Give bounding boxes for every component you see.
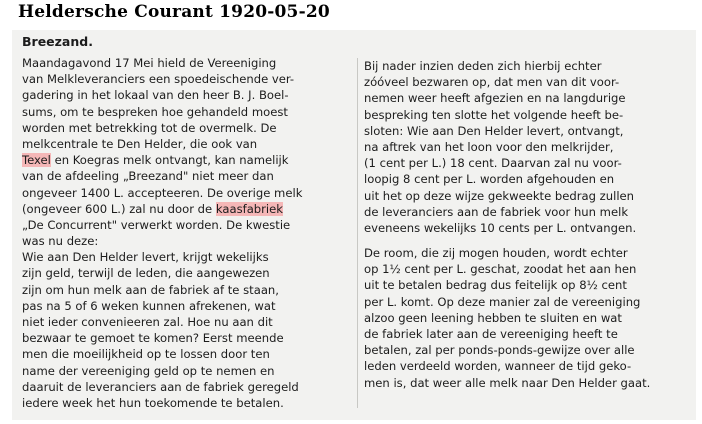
text-fragment: bezwaar te gemoet te komen? Eerst meende — [22, 331, 284, 346]
text-fragment: gadering in het lokaal van den heer B. J. Boel- — [22, 88, 289, 103]
column-divider — [357, 58, 358, 408]
text-line: eveneens wekelijks 10 cents per L. ontvangen. — [364, 220, 637, 235]
text-fragment: men die moeilijkheid op te lossen door ten — [22, 347, 270, 362]
text-fragment: zijn om hun melk aan de fabriek af te staan, — [22, 282, 279, 297]
text-line — [22, 185, 352, 201]
text-fragment: name der vereeniging geld op te nemen en — [22, 363, 275, 378]
text-line: op 1½ cent per L. geschat, zoodat het aan hen — [364, 262, 637, 277]
text-line — [22, 120, 352, 136]
text-line: alzoo geen leening hebben te sluiten en wat — [364, 310, 622, 325]
text-line: nemen weer heeft afgezien en na langdurige — [364, 91, 626, 106]
text-fragment: worden met betrekking tot de overmelk. De — [22, 120, 277, 135]
text-line: bespreking ten slotte het volgende heeft be- — [364, 107, 624, 122]
text-line: zóóveel bezwaren op, dat men van dit voor- — [364, 75, 620, 90]
text-fragment: iedere week het hun toekomende te betalen. — [22, 395, 284, 410]
text-fragment: Wie aan Den Helder levert, krijgt wekelijks — [22, 250, 269, 265]
text-line — [22, 55, 352, 71]
text-fragment: sums, om te bespreken hoe gehandeld moest — [22, 104, 288, 119]
text-line — [22, 233, 352, 249]
text-fragment: van Melkleveranciers een spoedeischende ver- — [22, 72, 295, 87]
text-line: leden verdeeld worden, wanneer de tijd geko- — [364, 359, 632, 374]
text-line — [22, 346, 352, 362]
article-heading: Breezand. — [22, 34, 93, 49]
text-line — [22, 249, 352, 265]
highlighted-term: Texel — [22, 153, 51, 168]
text-line: uit het op deze wijze gekweekte bedrag zullen — [364, 188, 635, 203]
text-line — [22, 201, 352, 217]
highlighted-term: kaasfabriek — [215, 201, 283, 216]
text-line: Bij nader inzien deden zich hierbij echter — [364, 59, 602, 73]
right-column — [364, 58, 694, 391]
text-line — [22, 265, 352, 281]
text-fragment: niet ieder convenieeren zal. Hoe nu aan dit — [22, 315, 273, 329]
text-line — [22, 152, 352, 168]
text-line — [22, 395, 352, 411]
text-fragment: ongeveer 1400 L. accepteeren. De overige melk — [22, 185, 303, 200]
text-fragment: van de afdeeling „Breezand" niet meer dan — [22, 169, 274, 184]
text-fragment: „De Concurrent" verwerkt worden. De kwestie — [22, 217, 291, 232]
newspaper-title: Heldersche Courant 1920-05-20 — [18, 2, 330, 22]
left-column — [22, 34, 352, 411]
text-line — [22, 87, 352, 103]
text-fragment: en Koegras melk ontvangt, kan namelijk — [50, 153, 289, 168]
text-line: men is, dat weer alle melk naar Den Helder gaat. — [364, 375, 651, 390]
text-line — [22, 217, 352, 233]
text-line: De room, die zij mogen houden, wordt echter — [364, 246, 628, 261]
text-line — [22, 71, 352, 87]
text-line — [22, 282, 352, 298]
text-fragment: pas na 5 of 6 weken kunnen afrekenen, wat — [22, 298, 276, 313]
text-line — [22, 136, 352, 152]
text-fragment: was nu deze: — [22, 234, 99, 249]
text-line — [22, 298, 352, 314]
text-line: loopig 8 cent per L. worden afgehouden en — [364, 172, 615, 187]
text-line: uit te betalen bedrag dus feitelijk op 8½ cent — [364, 278, 627, 293]
text-fragment: daaruit de leveranciers aan de fabriek geregeld — [22, 379, 299, 394]
text-fragment: melkcentrale te Den Helder, die ook van — [22, 136, 258, 151]
text-line: per L. komt. Op deze manier zal de vereeniging — [364, 294, 641, 309]
text-fragment: (ongeveer 600 L.) zal nu door de — [22, 201, 216, 216]
text-line: betalen, zal per ponds-ponds-gewijze over alle — [364, 343, 635, 358]
text-fragment: zijn geld, terwijl de leden, die aangewezen — [22, 266, 270, 281]
text-line: (1 cent per L.) 18 cent. Daarvan zal nu voor- — [364, 156, 622, 171]
text-fragment: Maandagavond 17 Mei hield de Vereeniging — [22, 56, 277, 70]
text-line — [22, 168, 352, 184]
text-line: na aftrek van het loon voor den melkrijder, — [364, 139, 614, 154]
newspaper-clipping — [12, 30, 696, 420]
text-line — [22, 379, 352, 395]
text-line: de leveranciers aan de fabriek voor hun melk — [364, 204, 629, 219]
text-line: sloten: Wie aan Den Helder levert, ontvangt, — [364, 123, 624, 138]
text-line — [22, 363, 352, 379]
text-line: de fabriek later aan de vereeniging heeft te — [364, 327, 618, 341]
text-line — [22, 314, 352, 330]
text-line — [22, 330, 352, 346]
paragraph-gap — [364, 236, 694, 245]
text-line — [22, 104, 352, 120]
